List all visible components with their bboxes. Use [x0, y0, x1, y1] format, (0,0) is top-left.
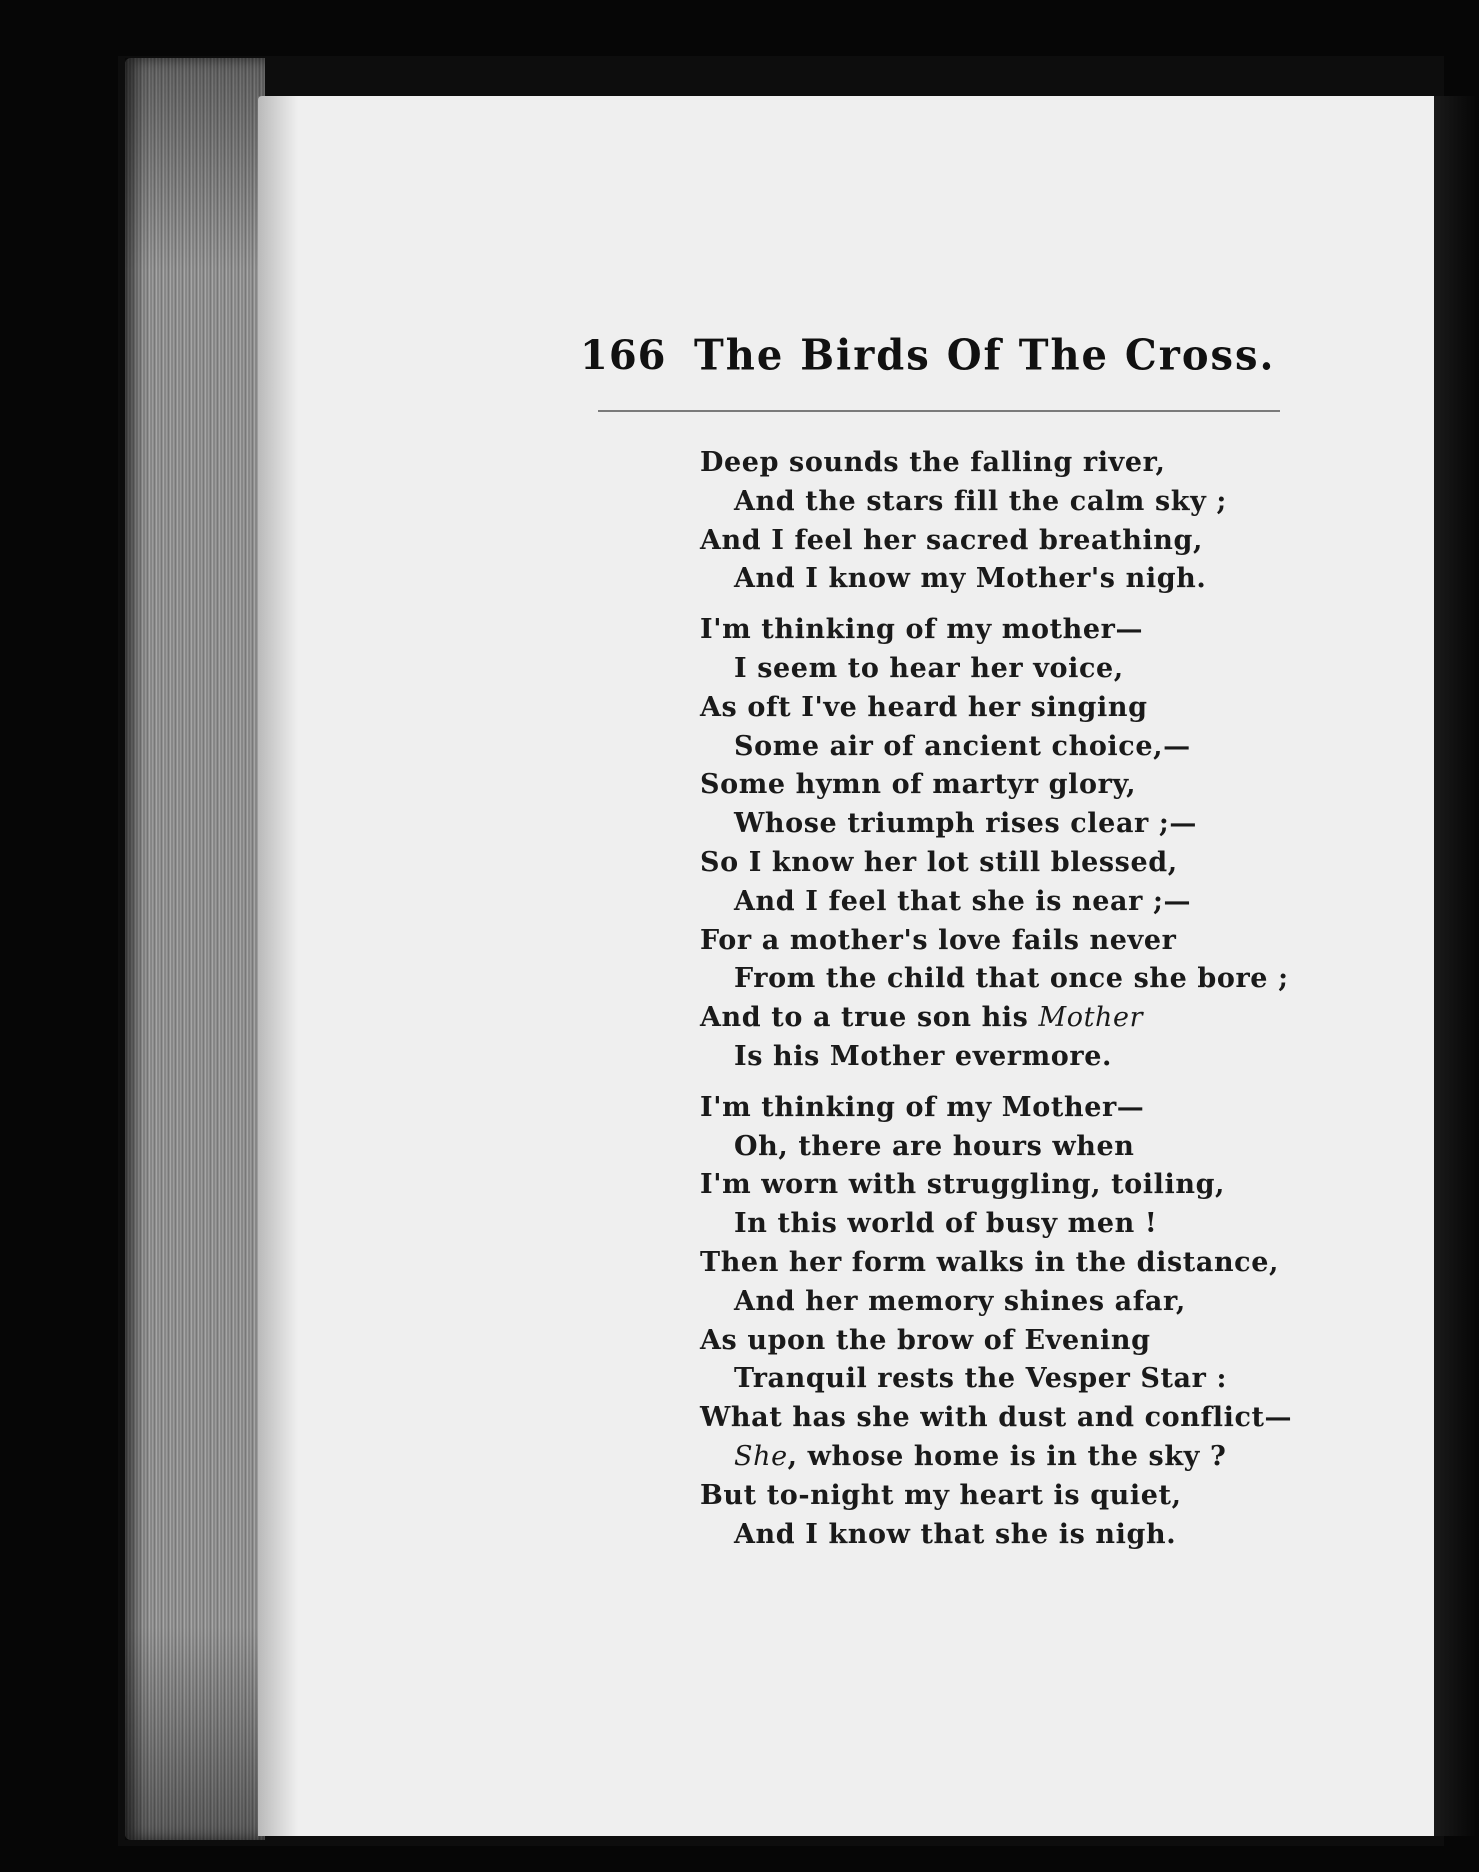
line-text: From the child that once she bore ;: [734, 963, 1289, 995]
poem-line: [700, 1360, 1340, 1399]
line-text: And I feel that she is near ;—: [734, 885, 1192, 917]
poem-line: [700, 483, 1340, 522]
poem-line: [700, 766, 1340, 805]
poem-line: [700, 999, 1340, 1038]
poem-line: [700, 1166, 1340, 1205]
poem-text: [700, 444, 1340, 1566]
poem-line: [700, 844, 1340, 883]
line-text: In this world of busy men !: [734, 1208, 1158, 1240]
line-text: I'm thinking of my mother—: [700, 614, 1144, 646]
page-edges: [125, 58, 265, 1840]
line-text: , whose home is in the sky ?: [787, 1440, 1227, 1472]
poem-line: [700, 522, 1340, 561]
line-text: As oft I've heard her singing: [700, 691, 1148, 723]
italic-word: Mother: [1038, 1002, 1144, 1034]
poem-line: [700, 611, 1340, 650]
line-text: And I feel her sacred breathing,: [700, 524, 1204, 556]
line-text: I seem to hear her voice,: [734, 652, 1124, 684]
poem-line: [700, 1244, 1340, 1283]
poem-line: [700, 1438, 1340, 1477]
poem-line: [700, 1283, 1340, 1322]
line-text: As upon the brow of Evening: [700, 1324, 1151, 1356]
poem-line: [700, 805, 1340, 844]
line-text: And the stars fill the calm sky ;: [734, 485, 1227, 517]
poem-line: [700, 922, 1340, 961]
poem-line: [700, 444, 1340, 483]
poem-line: [700, 1128, 1340, 1167]
poem-line: [700, 1477, 1340, 1516]
line-text: Is his Mother evermore.: [734, 1040, 1112, 1072]
header-rule: [598, 410, 1280, 412]
line-text: Oh, there are hours when: [734, 1130, 1135, 1162]
line-text: Tranquil rests the Vesper Star :: [734, 1363, 1228, 1395]
poem-line: [700, 883, 1340, 922]
poem-line: [700, 689, 1340, 728]
line-text: So I know her lot still blessed,: [700, 846, 1178, 878]
poem-line: [700, 650, 1340, 689]
line-text: Then her form walks in the distance,: [700, 1246, 1280, 1278]
poem-line: [700, 1516, 1340, 1555]
line-text: But to-night my heart is quiet,: [700, 1479, 1182, 1511]
line-text: And her memory shines afar,: [734, 1285, 1186, 1317]
line-text: Some air of ancient choice,—: [734, 730, 1191, 762]
running-head: [580, 332, 1300, 392]
line-text: Some hymn of martyr glory,: [700, 769, 1137, 801]
line-text: I'm thinking of my Mother—: [700, 1091, 1145, 1123]
line-text: Whose triumph rises clear ;—: [734, 808, 1198, 840]
poem-line: [700, 1205, 1340, 1244]
poem-line: [700, 560, 1340, 599]
line-text: For a mother's love fails never: [700, 924, 1177, 956]
line-text: And I know that she is nigh.: [734, 1518, 1177, 1550]
facing-page-edge: [1434, 96, 1479, 1836]
poem-line: [700, 1038, 1340, 1077]
line-text: What has she with dust and conflict—: [700, 1402, 1293, 1434]
book-title: The Birds Of The Cross.: [694, 330, 1276, 381]
line-text: Deep sounds the falling river,: [700, 447, 1166, 478]
poem-line: [700, 1089, 1340, 1128]
stanza: [700, 444, 1340, 599]
line-text: And I know my Mother's nigh.: [734, 563, 1207, 595]
poem-line: [700, 728, 1340, 767]
line-text: I'm worn with struggling, toiling,: [700, 1169, 1226, 1201]
stanza: [700, 1089, 1340, 1555]
poem-line: [700, 960, 1340, 999]
poem-line: [700, 1322, 1340, 1361]
stanza: [700, 611, 1340, 1077]
poem-line: [700, 1399, 1340, 1438]
italic-word: She: [734, 1440, 788, 1472]
page-gutter-shadow: [258, 96, 298, 1836]
line-text: And to a true son his: [700, 1002, 1039, 1034]
page-number: 166: [580, 332, 667, 379]
